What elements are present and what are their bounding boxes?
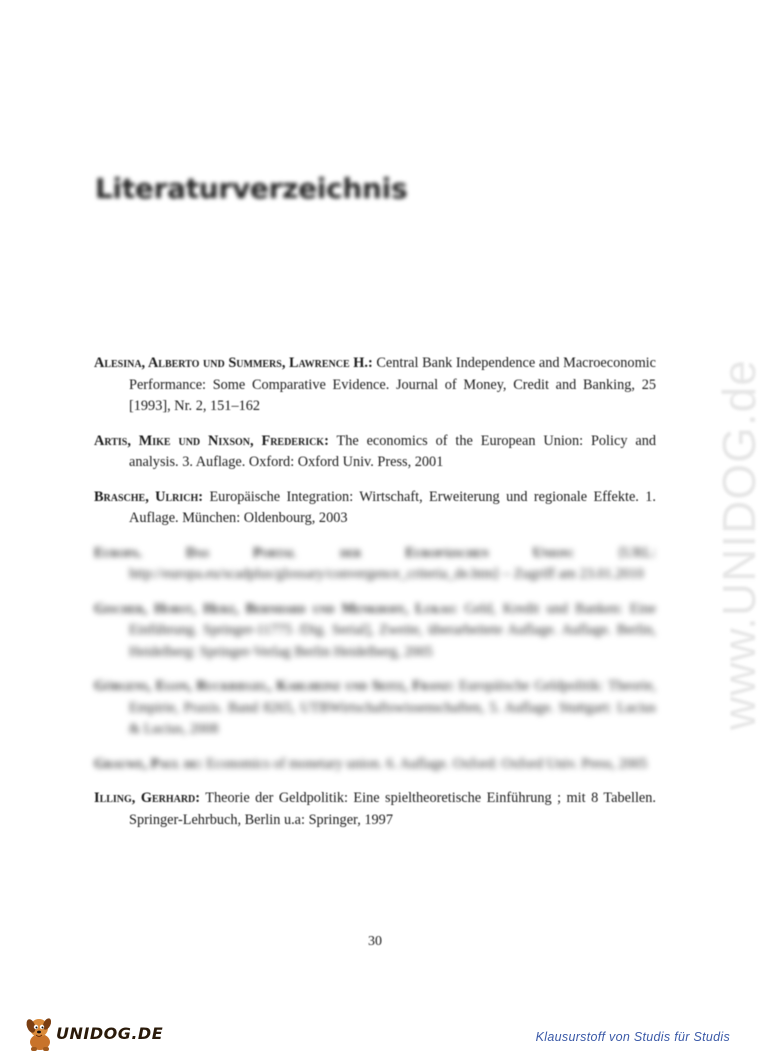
bib-author: Artis, Mike und Nixson, Frederick: (94, 432, 329, 449)
bib-entry (94, 676, 656, 741)
bib-entry (94, 353, 656, 418)
bib-author: Görgens, Egon, Ruckriegel, Karlheinz und Seitz, Franz: (94, 678, 455, 694)
bib-text: Theorie der Geldpolitik: Eine spieltheoretische Einführung ; mit 8 Tabellen. Springer-Lehrbuch, Berlin u.a: Springer, 1997 (129, 790, 656, 828)
logo-text: UNIDOG.DE (56, 1024, 164, 1043)
page-number: 30 (368, 934, 382, 949)
bib-text: Europäische Integration: Wirtschaft, Erweiterung und regionale Effekte. 1. Auflage. München: Oldenbourg, 2003 (129, 488, 656, 526)
bib-text: Europäische Geldpolitik: Theorie, Empirie, Praxis. Band 8265, UTBWirtschaftswissenschaften, 5. Auflage. Stuttgart: Lucius & Lucius, 2008 (129, 678, 656, 737)
bib-text: The economics of the European Union: Policy and analysis. 3. Auflage. Oxford: Oxford Univ. Press, 2001 (129, 432, 657, 470)
bib-entry (94, 599, 656, 664)
bib-text: ⟨URL: http://europa.eu/scadplus/glossary/convergence_criteria_de.htm⟩ – Zugriff am 23.01.2010 (129, 544, 656, 582)
bib-author: Brasche, Ulrich: (94, 488, 204, 505)
unidog-logo[interactable] (22, 1012, 172, 1052)
bibliography-list (94, 353, 656, 844)
bib-entry (94, 788, 656, 831)
bib-author: Illing, Gerhard: (94, 790, 201, 806)
bib-entry (94, 754, 656, 776)
footer-tagline: Klausurstoff von Studis für Studis (535, 1030, 730, 1044)
bib-entry (94, 543, 656, 586)
bib-entry (94, 431, 656, 474)
bib-text: Geld, Kredit und Banken: Eine Einführung. Springer-11775 /Dig. Serial], Zweite, überarbeitete Auflage. Auflage. Berlin, Heidelberg: Springer-Verlag Berlin Heidelberg, 2005 (129, 600, 656, 660)
bib-text: Economics of monetary union. 6. Auflage. Oxford: Oxford Univ. Press, 2005 (206, 755, 648, 772)
watermark-text: www.UNIDOG.de (713, 359, 765, 730)
bib-entry (94, 487, 656, 530)
bib-author: Grauwe, Paul de: (94, 755, 203, 772)
bib-author: Gischer, Horst, Herz, Bernhard und Menkhoff, Lukas: (94, 600, 458, 617)
bib-author: Europa. Das Portal der Europäischen Union: (94, 544, 574, 561)
bib-author: Alesina, Alberto und Summers, Lawrence H.: (94, 355, 373, 371)
dog-mascot-icon (22, 1012, 58, 1052)
bib-text: Central Bank Independence and Macroeconomic Performance: Some Comparative Evidence. Journal of Money, Credit and Banking, 25 [1993], Nr. 2, 151–162 (129, 355, 657, 414)
page-title: Literaturverzeichnis (95, 172, 408, 205)
